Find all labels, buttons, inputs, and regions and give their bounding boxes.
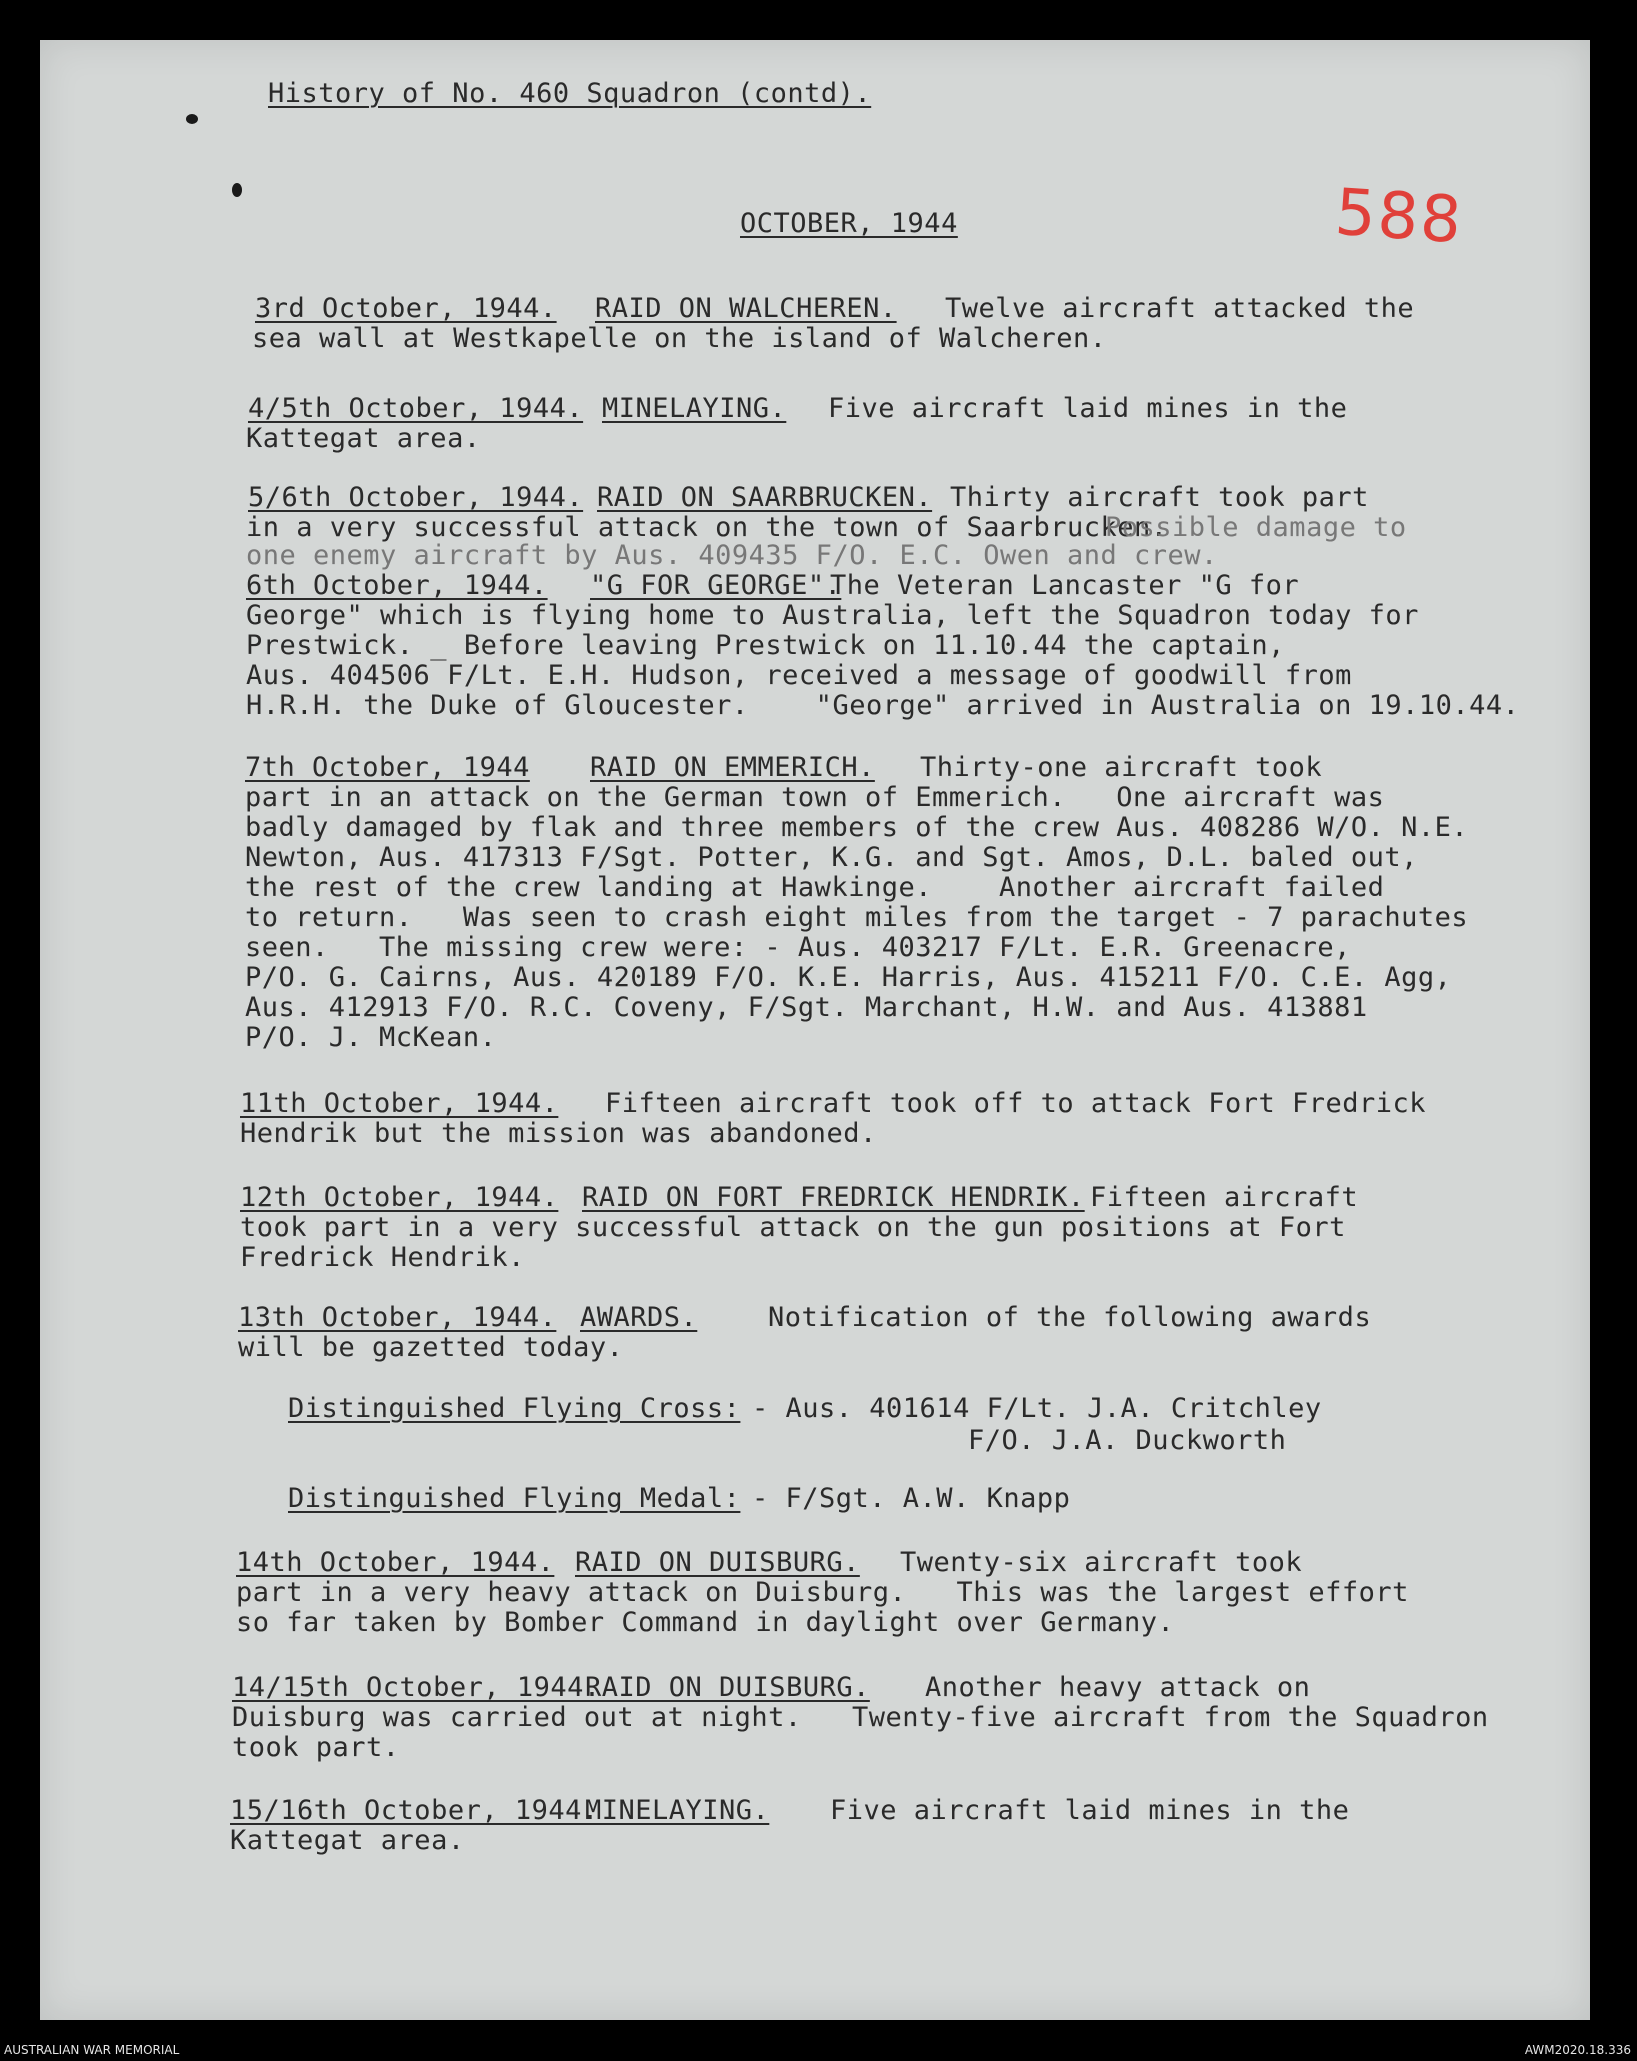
entry-text: Twenty-six aircraft took <box>900 1547 1303 1578</box>
entry-text: so far taken by Bomber Command in daylight over Germany. <box>236 1607 1175 1638</box>
entry-text: Five aircraft laid mines in the <box>828 393 1348 424</box>
entry-text: H.R.H. the Duke of Gloucester. "George" arrived in Australia on 19.10.44. <box>246 690 1520 721</box>
entry-text: to return. Was seen to crash eight miles from the target - 7 parachutes <box>245 902 1469 933</box>
entry-text: Notification of the following awards <box>768 1302 1372 1333</box>
entry-text: part in a very heavy attack on Duisburg. This was the largest effort <box>236 1577 1409 1608</box>
entry-text: Newton, Aus. 417313 F/Sgt. Potter, K.G. and Sgt. Amos, D.L. baled out, <box>245 842 1418 873</box>
entry-date: 13th October, 1944. <box>238 1302 557 1333</box>
entry-date: 4/5th October, 1944. <box>248 393 584 424</box>
footer-institution: AUSTRALIAN WAR MEMORIAL <box>4 2043 180 2057</box>
entry-date: 14/15th October, 1944. <box>232 1672 601 1703</box>
entry-text: part in an attack on the German town of Emmerich. One aircraft was <box>245 782 1385 813</box>
entry-title: RAID ON DUISBURG. <box>585 1672 870 1703</box>
entry-text: Fifteen aircraft took off to attack Fort Fredrick <box>605 1088 1427 1119</box>
entry-text: in a very successful attack on the town of Saarbrucken. <box>246 512 1168 543</box>
entry-title: AWARDS. <box>580 1302 698 1333</box>
entry-text: Fredrick Hendrik. <box>240 1242 525 1273</box>
entry-date: 14th October, 1944. <box>236 1547 555 1578</box>
folio-number: 588 <box>1332 175 1466 259</box>
entry-title: RAID ON FORT FREDRICK HENDRIK. <box>582 1182 1085 1213</box>
entry-date: 15/16th October, 1944. <box>230 1795 599 1826</box>
entry-text: Another heavy attack on <box>925 1672 1311 1703</box>
award-dfm-label: Distinguished Flying Medal: <box>288 1483 741 1514</box>
entry-text: took part in a very successful attack on the gun positions at Fort <box>240 1212 1346 1243</box>
entry-text: Hendrik but the mission was abandoned. <box>240 1118 877 1149</box>
document-page <box>40 40 1590 2020</box>
entry-text: the rest of the crew landing at Hawkinge. Another aircraft failed <box>245 872 1385 903</box>
entry-text: Fifteen aircraft <box>1090 1182 1359 1213</box>
entry-text: Aus. 404506 F/Lt. E.H. Hudson, received a message of goodwill from <box>246 660 1352 691</box>
entry-text: P/O. J. McKean. <box>245 1022 497 1053</box>
entry-text: Aus. 412913 F/O. R.C. Coveny, F/Sgt. Marchant, H.W. and Aus. 413881 <box>245 992 1368 1023</box>
ink-blot <box>232 183 242 197</box>
award-dfc-label: Distinguished Flying Cross: <box>288 1393 741 1424</box>
entry-text: badly damaged by flak and three members of the crew Aus. 408286 W/O. N.E. <box>245 812 1469 843</box>
entry-title: RAID ON WALCHEREN. <box>595 293 897 324</box>
entry-text: Five aircraft laid mines in the <box>830 1795 1350 1826</box>
entry-text: Thirty aircraft took part <box>950 482 1369 513</box>
entry-text: The Veteran Lancaster "G for <box>830 570 1300 601</box>
entry-title: RAID ON DUISBURG. <box>575 1547 860 1578</box>
award-dfm-recipient: - F/Sgt. A.W. Knapp <box>752 1483 1071 1514</box>
month-heading: OCTOBER, 1944 <box>740 208 958 239</box>
ink-blot <box>186 114 198 124</box>
entry-date: 12th October, 1944. <box>240 1182 559 1213</box>
entry-text: P/O. G. Cairns, Aus. 420189 F/O. K.E. Harris, Aus. 415211 F/O. C.E. Agg, <box>245 962 1452 993</box>
entry-annotation: Possible damage to <box>1105 512 1407 543</box>
award-dfc-recipient: F/O. J.A. Duckworth <box>968 1425 1287 1456</box>
entry-title: MINELAYING. <box>602 393 787 424</box>
document-header: History of No. 460 Squadron (contd). <box>268 78 872 109</box>
entry-title: MINELAYING. <box>585 1795 770 1826</box>
entry-date: 11th October, 1944. <box>240 1088 559 1119</box>
award-dfc-recipient: - Aus. 401614 F/Lt. J.A. Critchley <box>752 1393 1322 1424</box>
entry-date: 5/6th October, 1944. <box>248 482 584 513</box>
entry-title: RAID ON SAARBRUCKEN. <box>597 482 933 513</box>
entry-text: Prestwick. _ Before leaving Prestwick on 11.10.44 the captain, <box>246 630 1285 661</box>
footer-accession: AWM2020.18.336 <box>1524 2043 1631 2057</box>
entry-annotation: one enemy aircraft by Aus. 409435 F/O. E.C. Owen and crew. <box>246 540 1218 571</box>
entry-date: 6th October, 1944. <box>246 570 548 601</box>
entry-date: 3rd October, 1944. <box>255 293 557 324</box>
entry-text: took part. <box>232 1732 400 1763</box>
entry-text: Duisburg was carried out at night. Twenty-five aircraft from the Squadron <box>232 1702 1489 1733</box>
entry-text: George" which is flying home to Australia, left the Squadron today for <box>246 600 1419 631</box>
entry-text: seen. The missing crew were: - Aus. 403217 F/Lt. E.R. Greenacre, <box>245 932 1351 963</box>
entry-text: Kattegat area. <box>230 1825 465 1856</box>
entry-title: "G FOR GEORGE". <box>590 570 842 601</box>
entry-title: RAID ON EMMERICH. <box>590 752 875 783</box>
entry-text: will be gazetted today. <box>238 1332 624 1363</box>
entry-date: 7th October, 1944 <box>245 752 530 783</box>
entry-text: Twelve aircraft attacked the <box>945 293 1415 324</box>
entry-text: Thirty-one aircraft took <box>920 752 1323 783</box>
entry-text: sea wall at Westkapelle on the island of Walcheren. <box>252 323 1107 354</box>
entry-text: Kattegat area. <box>246 423 481 454</box>
